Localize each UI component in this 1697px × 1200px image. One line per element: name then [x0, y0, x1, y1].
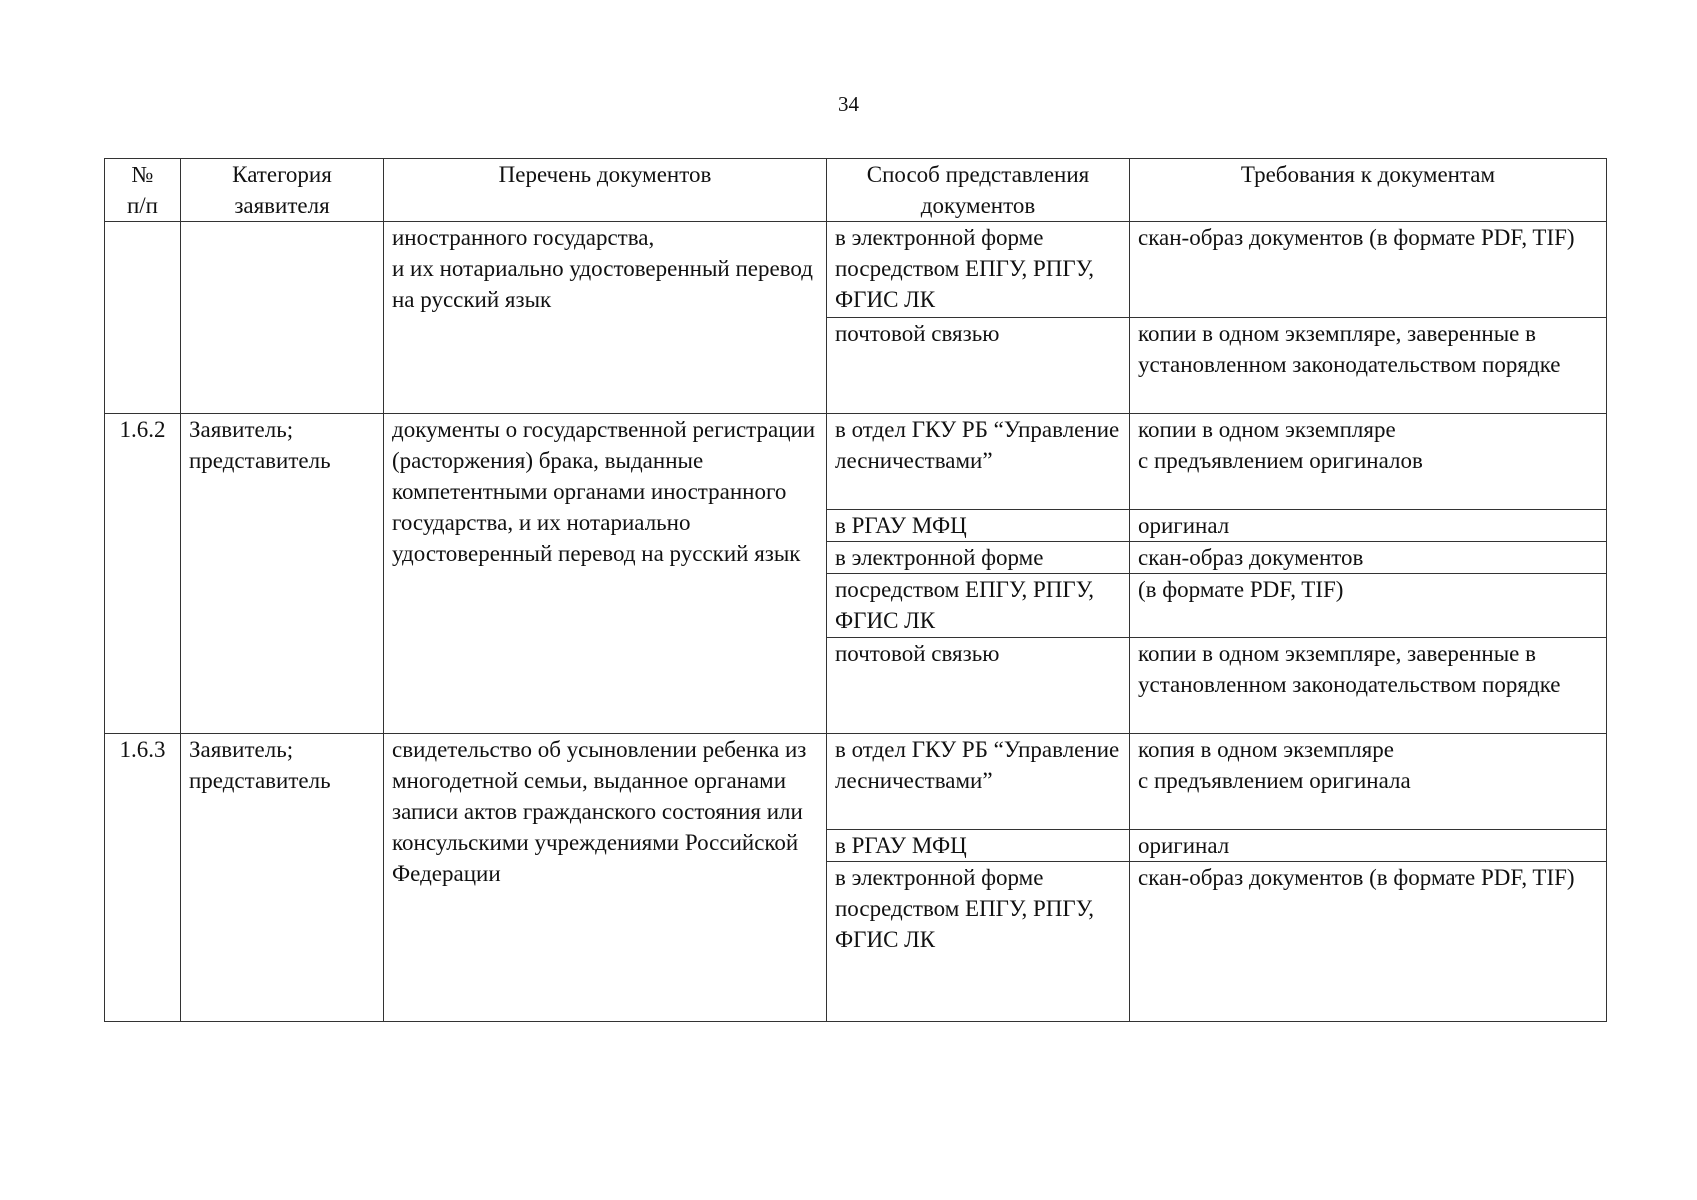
- header-category: Категория заявителя: [181, 159, 384, 222]
- row-method: в РГАУ МФЦ: [827, 830, 1130, 862]
- header-num: № п/п: [105, 159, 181, 222]
- row-requirement: оригинал: [1130, 830, 1607, 862]
- table-row: [105, 414, 1607, 510]
- row-method: в отдел ГКУ РБ “Управление лесничествами”: [827, 734, 1130, 830]
- documents-table: [104, 158, 1607, 1022]
- row-method: посредством ЕПГУ, РПГУ, ФГИС ЛК: [827, 574, 1130, 638]
- row-method: в отдел ГКУ РБ “Управление лесничествами”: [827, 414, 1130, 510]
- row-num: 1.6.2: [105, 414, 181, 734]
- row-requirement: скан-образ документов (в формате PDF, TIF): [1130, 862, 1607, 1022]
- row-category: Заявитель; представитель: [181, 414, 384, 734]
- row-requirement: (в формате PDF, TIF): [1130, 574, 1607, 638]
- row-method: почтовой связью: [827, 638, 1130, 734]
- row-category: [181, 222, 384, 414]
- row-requirement: копии в одном экземпляре, заверенные в установленном законодательством порядке: [1130, 638, 1607, 734]
- row-num: 1.6.3: [105, 734, 181, 1022]
- row-documents: иностранного государства, и их нотариально удостоверенный перевод на русский язык: [384, 222, 827, 414]
- page-number: 34: [838, 92, 859, 116]
- row-num: [105, 222, 181, 414]
- row-category: Заявитель; представитель: [181, 734, 384, 1022]
- row-documents: свидетельство об усыновлении ребенка из многодетной семьи, выданное органами записи актов гражданского состояния или консульскими учреждениями Российской Федерации: [384, 734, 827, 1022]
- row-method: в электронной форме посредством ЕПГУ, РПГУ, ФГИС ЛК: [827, 222, 1130, 318]
- header-documents: Перечень документов: [384, 159, 827, 222]
- table-row: [105, 222, 1607, 318]
- row-method: в электронной форме посредством ЕПГУ, РПГУ, ФГИС ЛК: [827, 862, 1130, 1022]
- table-header-row: [105, 159, 1607, 222]
- header-method: Способ представления документов: [827, 159, 1130, 222]
- row-method: почтовой связью: [827, 318, 1130, 414]
- row-requirement: копия в одном экземпляре с предъявлением оригинала: [1130, 734, 1607, 830]
- header-requirements: Требования к документам: [1130, 159, 1607, 222]
- row-method: в РГАУ МФЦ: [827, 510, 1130, 542]
- row-requirement: копии в одном экземпляре с предъявлением оригиналов: [1130, 414, 1607, 510]
- row-documents: документы о государственной регистрации (расторжения) брака, выданные компетентными органами иностранного государства, и их нотариально удостоверенный перевод на русский язык: [384, 414, 827, 734]
- row-requirement: оригинал: [1130, 510, 1607, 542]
- row-requirement: скан-образ документов (в формате PDF, TIF): [1130, 222, 1607, 318]
- row-method: в электронной форме: [827, 542, 1130, 574]
- row-requirement: копии в одном экземпляре, заверенные в установленном законодательством порядке: [1130, 318, 1607, 414]
- row-requirement: скан-образ документов: [1130, 542, 1607, 574]
- table-row: [105, 734, 1607, 830]
